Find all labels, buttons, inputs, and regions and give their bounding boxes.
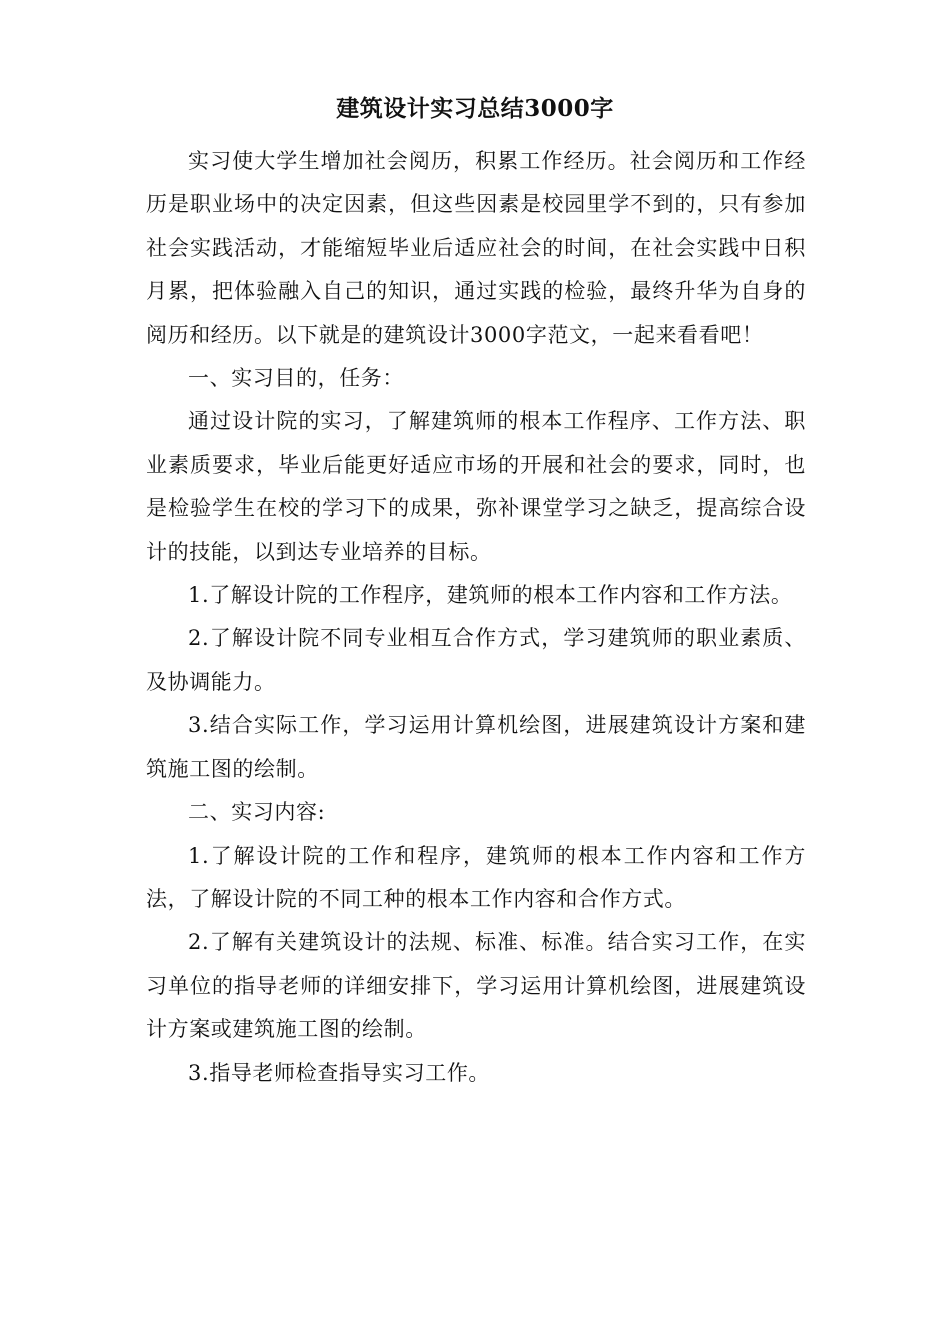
purpose-item-2: 2.了解设计院不同专业相互合作方式，学习建筑师的职业素质、及协调能力。: [146, 626, 806, 694]
section-heading-purpose: 一、实习目的，任务：: [188, 366, 404, 391]
document-title: 建筑设计实习总结3000字: [336, 95, 614, 122]
content-item-3: 3.指导老师检查指导实习工作。: [188, 1060, 491, 1085]
section-heading-content: 二、实习内容:: [188, 800, 326, 825]
document-body: [146, 140, 806, 1095]
purpose-item-3: 3.结合实际工作，学习运用计算机绘图，进展建筑设计方案和建筑施工图的绘制。: [146, 713, 806, 781]
content-item-1: 1.了解设计院的工作和程序，建筑师的根本工作内容和工作方法，了解设计院的不同工种的根本工作内容和合作方式。: [146, 843, 806, 911]
purpose-paragraph: 通过设计院的实习，了解建筑师的根本工作程序、工作方法、职业素质要求，毕业后能更好适应市场的开展和社会的要求，同时，也是检验学生在校的学习下的成果，弥补课堂学习之缺乏，提高综合设计的技能，以到达专业培养的目标。: [146, 409, 806, 564]
content-item-2: 2.了解有关建筑设计的法规、标准、标准。结合实习工作，在实习单位的指导老师的详细安排下，学习运用计算机绘图，进展建筑设计方案或建筑施工图的绘制。: [146, 930, 806, 1042]
purpose-item-1: 1.了解设计院的工作程序，建筑师的根本工作内容和工作方法。: [188, 583, 793, 608]
intro-paragraph: 实习使大学生增加社会阅历，积累工作经历。社会阅历和工作经历是职业场中的决定因素，但这些因素是校园里学不到的，只有参加社会实践活动，才能缩短毕业后适应社会的时间，在社会实践中日积月累，把体验融入自己的知识，通过实践的检验，最终升华为自身的阅历和经历。以下就是的建筑设计3000字范文，一起来看看吧！: [146, 149, 806, 347]
